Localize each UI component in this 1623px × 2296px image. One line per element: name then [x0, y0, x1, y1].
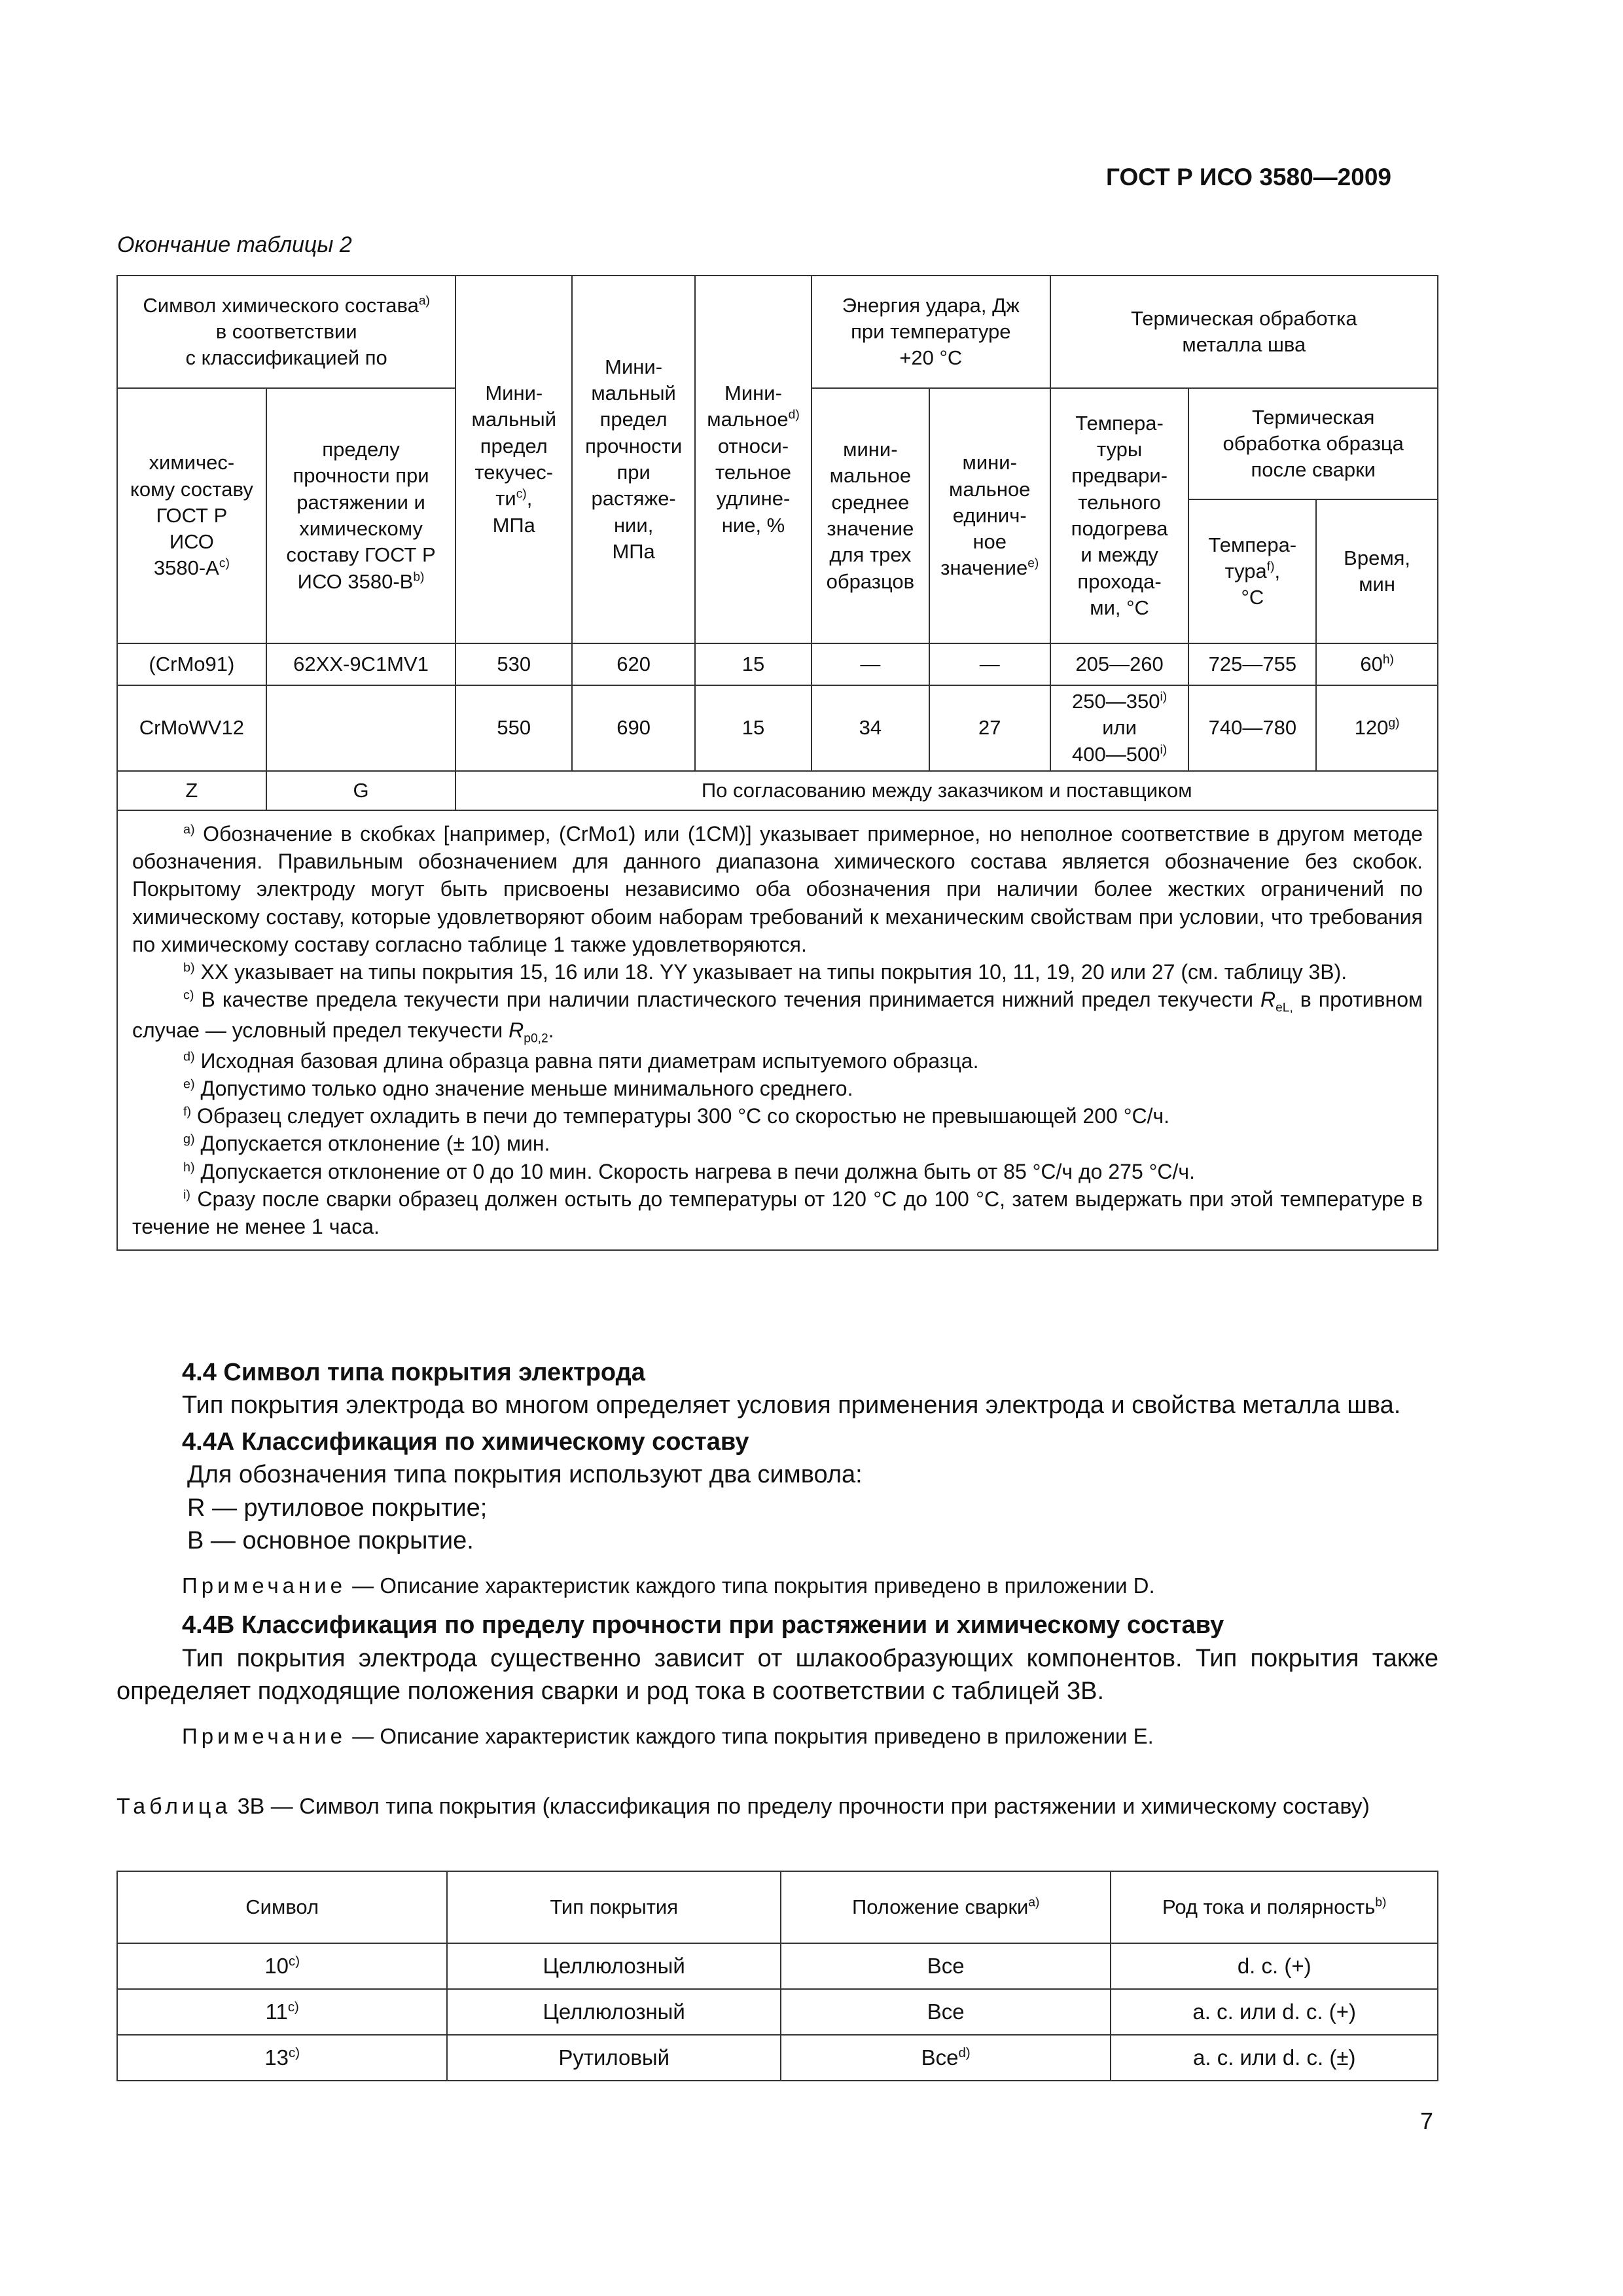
section-4-4 [116, 1356, 1438, 1751]
document-header: ГОСТ Р ИСО 3580—2009 [1106, 164, 1391, 190]
footnote-g: $^{g)}$ Допускается отклонение (± 10) мин. [183, 1132, 550, 1156]
page-number: 7 [1420, 2108, 1434, 2134]
header-min-tensile: Мини- мальный предел прочности при растяже- нии, МПа [572, 276, 695, 643]
cell: 13$^{c)}$ [117, 2035, 447, 2081]
table-row [117, 685, 1438, 771]
cell: Z [117, 771, 266, 810]
cell: 15 [695, 685, 812, 771]
cell: Все [781, 1943, 1111, 1989]
header-current: Род тока и полярность$^{b)}$ [1111, 1871, 1438, 1943]
cell: 530 [455, 643, 572, 685]
header-min-yield: Мини- мальный предел текучес- $ти^{c)}$, МПа [455, 276, 572, 643]
table-3b [116, 1871, 1438, 2081]
header-impact-average: мини- мальное среднее значение для трех образцов [812, 388, 929, 643]
header-coating-type: Тип покрытия [447, 1871, 781, 1943]
section-heading: 4.4В Классификация по пределу прочности при растяжении и химическому составу [182, 1611, 1224, 1640]
cell: (CrMo91) [117, 643, 266, 685]
cell: 205—260 [1050, 643, 1189, 685]
cell: Все [781, 1989, 1111, 2035]
footnote-h: $^{h)}$ Допускается отклонение от 0 до 10 мин. Скорость нагрева в печи должна быть от 85 °C/ч до 275 °C/ч. [183, 1159, 1195, 1183]
table-row [117, 1989, 1438, 2035]
table-3b-caption: Таблица 3В — Символ типа покрытия (классификация по пределу прочности при растяжении и химическому составу) [116, 1794, 1370, 1819]
header-impact-energy: Энергия удара, Дж при температуре +20 °C [812, 276, 1050, 388]
section-heading: 4.4 Символ типа покрытия электрода [182, 1359, 645, 1386]
cell: 740—780 [1188, 685, 1316, 771]
header-welding-position: Положение сварки$^{a)}$ [781, 1871, 1111, 1943]
header-col-chem-a: химичес- кому составу ГОСТ Р ИСО $3580-А^{c)}$ [117, 388, 266, 643]
cell: Целлюлозный [447, 1989, 781, 2035]
footnote-a: $^{a)}$ Обозначение в скобках [например, (CrMo1) или (1CM)] указывает примерное, но неполное соответствие в другом методе обозначения. Правильным обозначением для данного диапазона химического состава является обозначение без скобок. Покрытому электроду могут быть присвоены независимо оба обозначения при наличии более жестких ограничений по химическому составу, которые удовлетворяют обоим наборам требований к механическим свойствам при условии, что требования по химическому составу согласно таблице 1 также удовлетворяются. [132, 821, 1423, 956]
cell: 62XX-9C1MV1 [266, 643, 456, 685]
header-preheat: Темпера- туры предвари- тельного подогрева и между прохода- ми, °C [1050, 388, 1189, 643]
note: Примечание — Описание характеристик каждого типа покрытия приведено в приложении D. [182, 1573, 1155, 1598]
cell: G [266, 771, 456, 810]
section-heading: 4.4А Классификация по химическому составу [182, 1428, 749, 1456]
table-row [117, 2035, 1438, 2081]
cell: Все$^{d)}$ [781, 2035, 1111, 2081]
note: Примечание — Описание характеристик каждого типа покрытия приведено в приложении E. [182, 1723, 1154, 1748]
cell: 10$^{c)}$ [117, 1943, 447, 1989]
list-item: R — рутиловое покрытие; [187, 1494, 488, 1522]
header-symbol: Символ [117, 1871, 447, 1943]
cell: 60$^{h)}$ [1316, 643, 1438, 685]
cell: — [812, 643, 929, 685]
cell: 620 [572, 643, 695, 685]
footnote-c: $^{c)}$ В качестве предела текучести при наличии пластического течения принимается нижний предел текучести $R_{eL,}$ в противном случае — условный предел текучести $R_{p0,2}$. [132, 988, 1423, 1046]
cell: Целлюлозный [447, 1943, 781, 1989]
header-pwht: Термическая обработка образца после сварки [1188, 388, 1438, 499]
cell: CrMoWV12 [117, 685, 266, 771]
list-item: B — основное покрытие. [187, 1526, 474, 1554]
cell: 120$^{g)}$ [1316, 685, 1438, 771]
cell: d. c. (+) [1111, 1943, 1438, 1989]
cell: 11$^{c)}$ [117, 1989, 447, 2035]
cell: Рутиловый [447, 2035, 781, 2081]
cell: 15 [695, 643, 812, 685]
paragraph: Тип покрытия электрода во многом определяет условия применения электрода и свойства металла шва. [182, 1391, 1401, 1420]
footnote-f: $^{f)}$ Образец следует охладить в печи до температуры 300 °C со скоростью не превышающей 200 °C/ч. [183, 1104, 1170, 1128]
header-symbol-group: Символ химического состава$^{a)}$ в соответствии с классификацией по [117, 276, 455, 388]
header-pwht-time: Время, мин [1316, 499, 1438, 643]
table-row [117, 771, 1438, 810]
header-pwht-temp: Темпера- тура$^{f)}$, °C [1188, 499, 1316, 643]
header-col-tensile-b: пределу прочности при растяжении и химическому составу ГОСТ Р ИСО $3580-В^{b)}$ [266, 388, 456, 643]
table-continuation-caption: Окончание таблицы 2 [117, 232, 352, 257]
cell-agreement: По согласованию между заказчиком и поставщиком [455, 771, 1438, 810]
header-impact-single: мини- мальное единич- ное значение$^{e)}$ [929, 388, 1050, 643]
cell: 250—350$^{i)}$ или 400—500$^{i)}$ [1050, 685, 1189, 771]
table-footnotes [117, 810, 1438, 1251]
cell: 27 [929, 685, 1050, 771]
footnote-b: $^{b)}$ XX указывает на типы покрытия 15, 16 или 18. YY указывает на типы покрытия 10, 11, 19, 20 или 27 (см. таблицу 3В). [183, 960, 1347, 984]
footnote-d: $^{d)}$ Исходная базовая длина образца равна пяти диаметрам испытуемого образца. [183, 1049, 979, 1073]
paragraph: Тип покрытия электрода существенно зависит от шлакообразующих компонентов. Тип покрытия также определяет подходящие положения сварки и род тока в соответствии с таблицей 3В. [116, 1644, 1438, 1705]
cell: a. c. или d. c. (+) [1111, 1989, 1438, 2035]
header-min-elongation: Мини- мальное$^{d)}$ относи- тельное удлине- ние, % [695, 276, 812, 643]
cell: 690 [572, 685, 695, 771]
header-heat-treatment: Термическая обработка металла шва [1050, 276, 1438, 388]
table-2 [116, 275, 1438, 1251]
cell [266, 685, 456, 771]
cell: — [929, 643, 1050, 685]
footnote-e: $^{e)}$ Допустимо только одно значение меньше минимального среднего. [183, 1077, 853, 1100]
table-row [117, 643, 1438, 685]
cell: 34 [812, 685, 929, 771]
footnote-i: $^{i)}$ Сразу после сварки образец должен остыть до температуры от 120 °C до 100 °C, затем выдержать при этой температуре в течение не менее 1 часа. [132, 1187, 1423, 1239]
cell: a. c. или d. c. (±) [1111, 2035, 1438, 2081]
paragraph: Для обозначения типа покрытия используют два символа: [187, 1461, 863, 1489]
cell: 725—755 [1188, 643, 1316, 685]
cell: 550 [455, 685, 572, 771]
table-row [117, 1943, 1438, 1989]
